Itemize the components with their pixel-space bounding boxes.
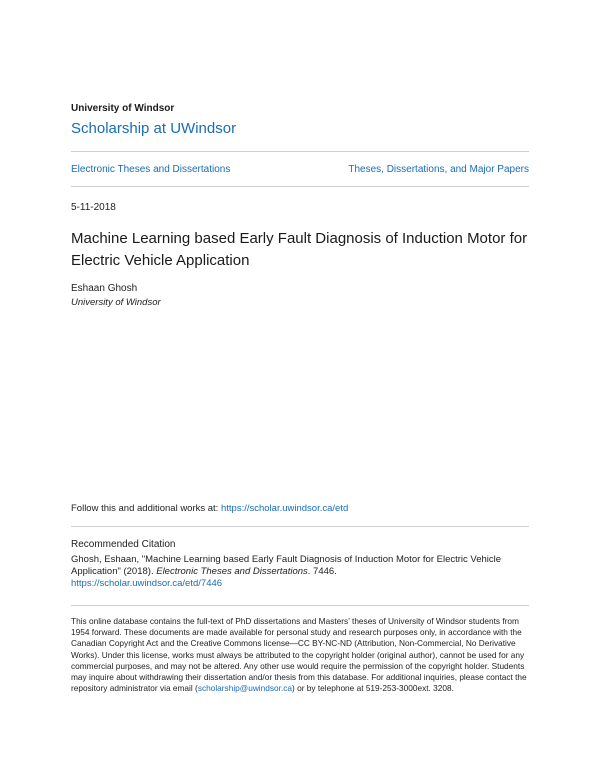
citation-text: Ghosh, Eshaan, "Machine Learning based Early Fault Diagnosis of Induction Motor for Electric Vehicle Application" (2018).	[71, 554, 502, 577]
divider-middle	[71, 186, 529, 187]
citation-series: Electronic Theses and Dissertations	[156, 566, 308, 577]
citation-number: . 7446.	[307, 566, 337, 577]
notice-text: This online database contains the full-text of PhD dissertations and Masters’ theses of University of Windsor students from 1954 forward. These documents are made available for personal study and research purposes only, in accordance with the Canadian Copyright Act and the Creative Commons license—CC BY-NC-ND (Attribution, Non-Commercial, No Derivative Works). Under this license, works must always be attributed to the copyright holder (original author), cannot be used for any commercial purposes, and may not be altered. Any other use would require the permission of the copyright holder. Students may inquire about withdrawing their dissertation and/or thesis from this database. For additional inquiries, please contact the repository administrator via email (	[71, 616, 527, 694]
citation-heading: Recommended Citation	[71, 539, 176, 550]
notice-email-link[interactable]: scholarship@uwindsor.ca	[197, 683, 293, 694]
citation-block	[71, 554, 531, 590]
author-name: Eshaan Ghosh	[71, 283, 138, 294]
follow-link[interactable]: https://scholar.uwindsor.ca/etd	[220, 503, 349, 514]
citation-link[interactable]: https://scholar.uwindsor.ca/etd/7446	[71, 578, 223, 589]
collection-link-theses[interactable]: Theses, Dissertations, and Major Papers	[348, 164, 529, 175]
follow-line	[71, 503, 348, 514]
copyright-notice	[71, 616, 531, 694]
notice-suffix: ) or by telephone at 519-253-3000ext. 3208.	[292, 683, 454, 694]
divider-notice	[71, 605, 529, 606]
collection-link-etd[interactable]: Electronic Theses and Dissertations	[71, 164, 231, 175]
university-name: University of Windsor	[71, 103, 175, 114]
repository-link[interactable]: Scholarship at UWindsor	[71, 120, 237, 137]
follow-text: Follow this and additional works at:	[71, 503, 221, 514]
document-title: Machine Learning based Early Fault Diagnosis of Induction Motor for Electric Vehicle Application	[71, 230, 528, 269]
divider-citation	[71, 526, 529, 527]
publication-date: 5-11-2018	[71, 202, 116, 213]
divider-top	[71, 151, 529, 152]
author-affiliation: University of Windsor	[71, 297, 161, 308]
